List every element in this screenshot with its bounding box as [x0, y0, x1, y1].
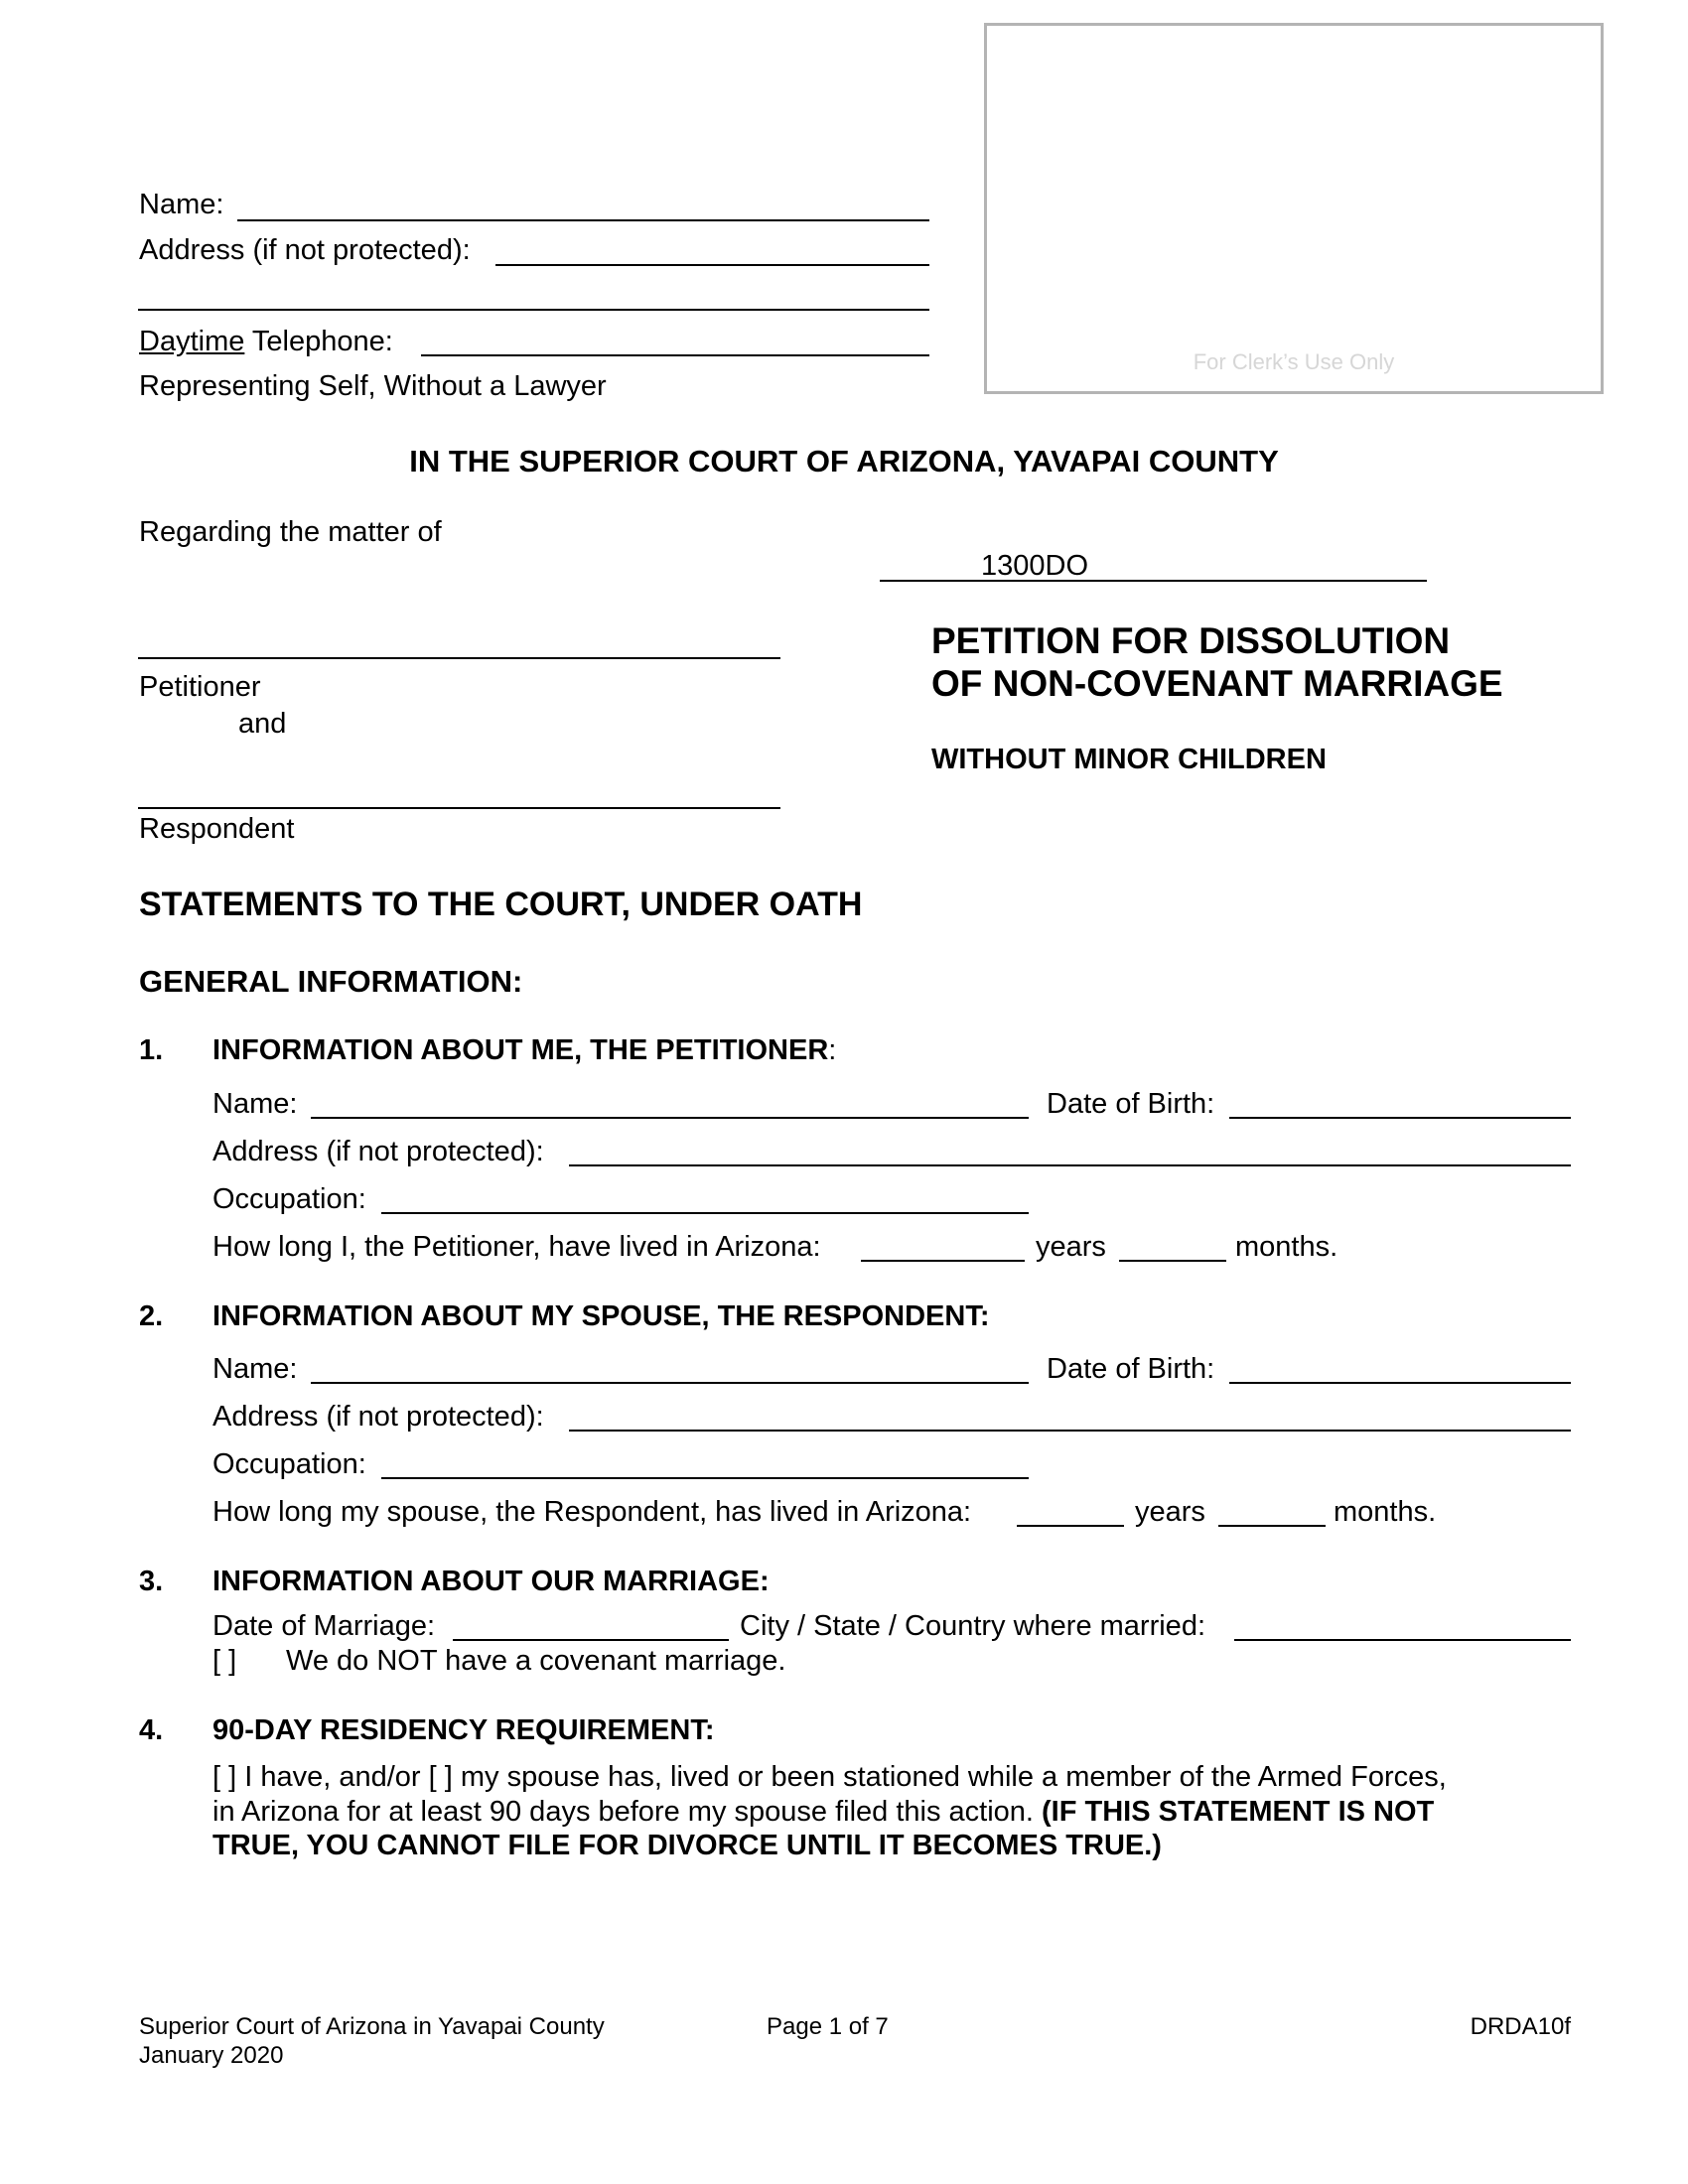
footer-page-number: Page 1 of 7 — [767, 2013, 889, 2040]
s2-name-label: Name: — [212, 1353, 298, 1385]
header-phone-label — [139, 328, 393, 356]
petitioner-label: Petitioner — [139, 671, 261, 703]
s3-city-field[interactable] — [1234, 1639, 1571, 1641]
header-address-field[interactable] — [495, 264, 929, 266]
section3-title: INFORMATION ABOUT OUR MARRIAGE: — [212, 1566, 770, 1597]
s1-occupation-label: Occupation: — [212, 1183, 366, 1215]
petitioner-name-field[interactable] — [138, 657, 780, 659]
section2-number: 2. — [139, 1300, 164, 1332]
and-label: and — [238, 708, 287, 740]
general-information-heading: GENERAL INFORMATION: — [139, 964, 523, 999]
document-title-line1: PETITION FOR DISSOLUTION — [931, 620, 1451, 661]
s1-lived-label: How long I, the Petitioner, have lived in Arizona: — [212, 1231, 821, 1263]
court-title: IN THE SUPERIOR COURT OF ARIZONA, YAVAPAI COUNTY — [409, 444, 1279, 478]
s1-name-field[interactable] — [311, 1117, 1029, 1119]
s1-years-field[interactable] — [861, 1260, 1025, 1262]
s2-name-field[interactable] — [311, 1382, 1029, 1384]
s2-lived-label: How long my spouse, the Respondent, has lived in Arizona: — [212, 1496, 972, 1528]
section2-title: INFORMATION ABOUT MY SPOUSE, THE RESPONDENT: — [212, 1300, 990, 1332]
s2-years-field[interactable] — [1017, 1525, 1124, 1527]
footer-court: Superior Court of Arizona in Yavapai County — [139, 2013, 605, 2040]
s2-address-label: Address (if not protected): — [212, 1401, 544, 1433]
s4-line2-normal: in Arizona for at least 90 days before my spouse filed this action. — [212, 1796, 1043, 1828]
header-name-field[interactable] — [237, 219, 929, 221]
s1-months-label: months. — [1235, 1231, 1338, 1263]
s4-line3: TRUE, YOU CANNOT FILE FOR DIVORCE UNTIL IT BECOMES TRUE.) — [212, 1830, 1162, 1861]
section1-number: 1. — [139, 1034, 164, 1066]
s1-months-field[interactable] — [1119, 1260, 1226, 1262]
s1-address-label: Address (if not protected): — [212, 1136, 544, 1167]
section1-title — [212, 1036, 836, 1065]
s4-line1: [ ] I have, and/or [ ] my spouse has, lived or been stationed while a member of the Armed Forces, — [212, 1761, 1447, 1793]
s1-occupation-field[interactable] — [381, 1212, 1029, 1214]
section3-number: 3. — [139, 1566, 164, 1597]
s1-years-label: years — [1036, 1231, 1106, 1263]
header-phone-field[interactable] — [421, 354, 929, 356]
s2-months-field[interactable] — [1218, 1525, 1326, 1527]
section4-title: 90-DAY RESIDENCY REQUIREMENT: — [212, 1714, 715, 1746]
footer-date: January 2020 — [139, 2042, 284, 2069]
document-subtitle: WITHOUT MINOR CHILDREN — [931, 744, 1327, 775]
statements-heading: STATEMENTS TO THE COURT, UNDER OATH — [139, 886, 863, 923]
header-name-label: Name: — [139, 189, 224, 220]
s3-date-label: Date of Marriage: — [212, 1610, 436, 1642]
header-address-field-line2[interactable] — [138, 309, 929, 311]
s2-years-label: years — [1135, 1496, 1205, 1528]
clerk-use-label: For Clerk’s Use Only — [1193, 349, 1395, 374]
s4-line2 — [212, 1798, 1434, 1827]
footer-form-code: DRDA10f — [1470, 2013, 1571, 2040]
s2-dob-label: Date of Birth: — [1047, 1353, 1215, 1385]
s2-address-field[interactable] — [569, 1430, 1571, 1432]
s2-occupation-field[interactable] — [381, 1477, 1029, 1479]
document-title-line2: OF NON-COVENANT MARRIAGE — [931, 663, 1503, 704]
s2-months-label: months. — [1334, 1496, 1437, 1528]
clerk-use-box — [984, 23, 1604, 394]
case-number-field[interactable] — [880, 580, 1427, 582]
representing-self-text: Representing Self, Without a Lawyer — [139, 370, 607, 402]
section1-title-colon: : — [828, 1034, 837, 1066]
matter-of-label: Regarding the matter of — [139, 516, 442, 548]
s3-city-label: City / State / Country where married: — [740, 1610, 1205, 1642]
s2-dob-field[interactable] — [1229, 1382, 1571, 1384]
s3-date-field[interactable] — [453, 1639, 729, 1641]
case-number: 1300DO — [981, 550, 1089, 582]
header-address-label: Address (if not protected): — [139, 234, 471, 266]
s1-name-label: Name: — [212, 1088, 298, 1120]
s1-address-field[interactable] — [569, 1164, 1571, 1166]
s4-line2-bold: (IF THIS STATEMENT IS NOT — [1042, 1796, 1435, 1828]
respondent-name-field[interactable] — [138, 807, 780, 809]
daytime-label: Daytime — [139, 326, 245, 357]
section1-title-text: INFORMATION ABOUT ME, THE PETITIONER — [212, 1034, 829, 1066]
s2-occupation-label: Occupation: — [212, 1448, 366, 1480]
respondent-label: Respondent — [139, 813, 295, 845]
s3-covenant-text: We do NOT have a covenant marriage. — [286, 1645, 786, 1677]
s1-dob-field[interactable] — [1229, 1117, 1571, 1119]
section4-number: 4. — [139, 1714, 164, 1746]
telephone-label: Telephone: — [244, 326, 393, 357]
s3-covenant-checkbox[interactable]: [ ] — [212, 1645, 237, 1677]
s1-dob-label: Date of Birth: — [1047, 1088, 1215, 1120]
